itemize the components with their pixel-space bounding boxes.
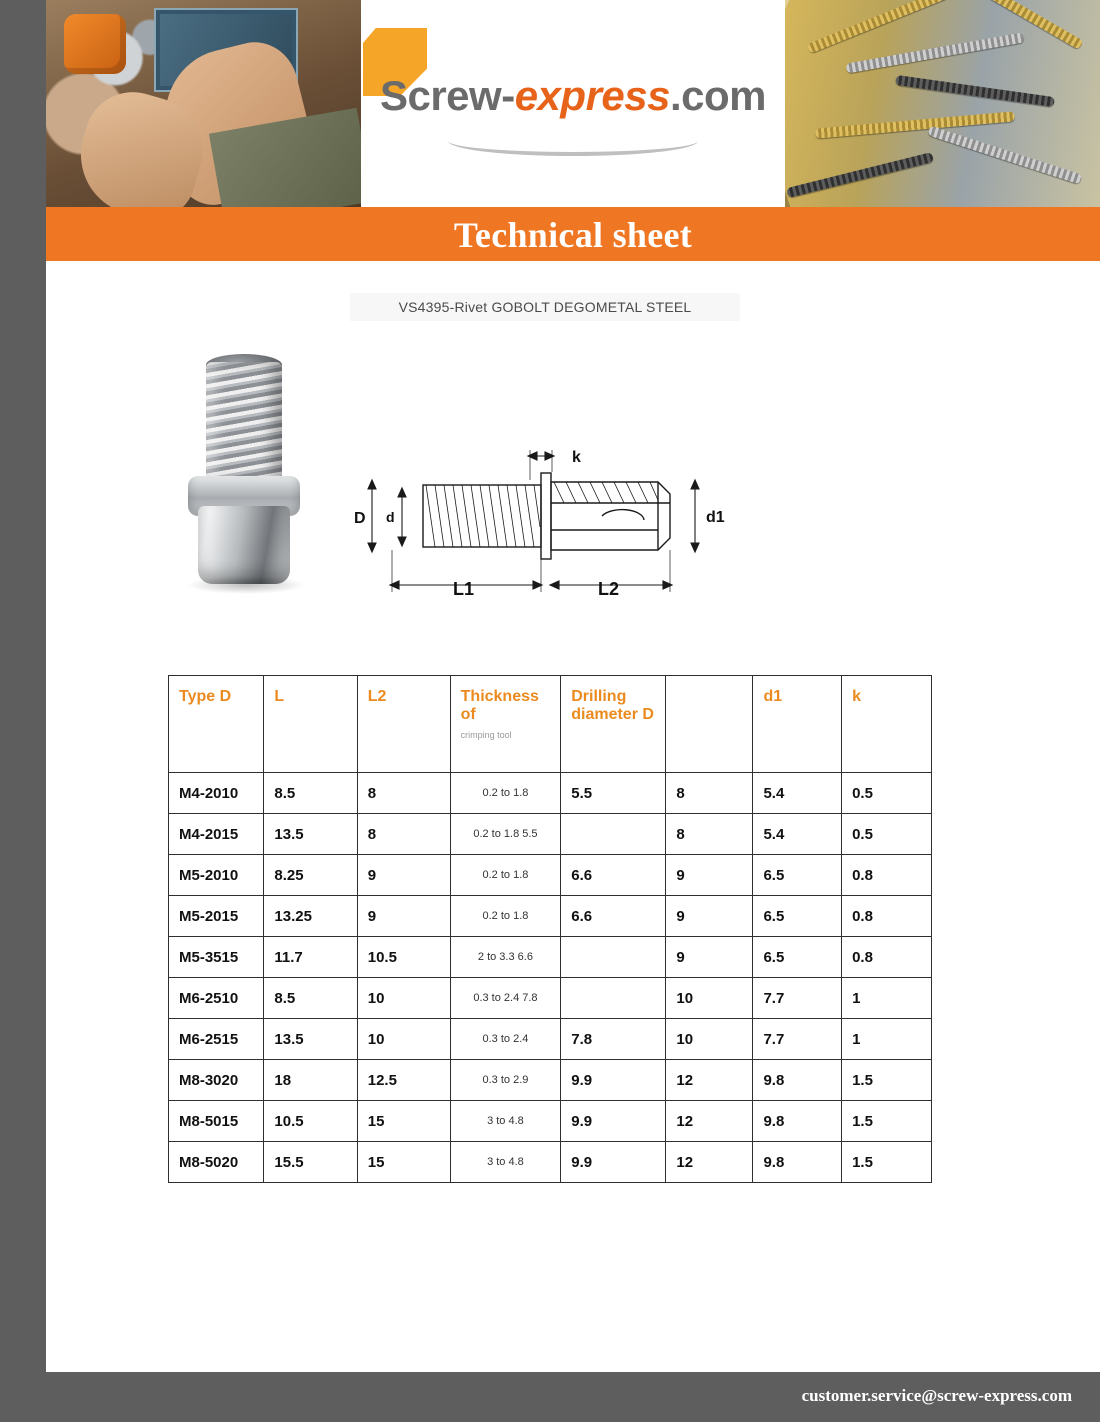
cell-drill: 9.9 (561, 1142, 666, 1183)
cell-k: 1 (842, 978, 932, 1019)
cell-thickness: 0.2 to 1.8 (450, 773, 561, 814)
cell-k: 0.8 (842, 896, 932, 937)
cell-l2: 10.5 (357, 937, 450, 978)
cell-d1: 7.7 (753, 978, 842, 1019)
cell-drill: 9.9 (561, 1060, 666, 1101)
cell-col6: 9 (666, 855, 753, 896)
table-row (169, 814, 932, 855)
cell-drill: 6.6 (561, 855, 666, 896)
table-body (169, 773, 932, 1183)
cell-type: M5-2015 (169, 896, 264, 937)
cell-d1: 5.4 (753, 814, 842, 855)
cell-type: M4-2010 (169, 773, 264, 814)
technical-drawing-svg (340, 440, 740, 630)
logo-main-text: Screw- (379, 72, 515, 119)
cell-type: M6-2510 (169, 978, 264, 1019)
cell-col6: 10 (666, 978, 753, 1019)
cell-l2: 8 (357, 773, 450, 814)
table-row (169, 855, 932, 896)
table-header-row (169, 676, 932, 773)
cell-k: 1.5 (842, 1101, 932, 1142)
table-row (169, 896, 932, 937)
cell-thickness: 0.2 to 1.8 (450, 896, 561, 937)
logo-swoosh (448, 126, 698, 156)
cell-k: 0.5 (842, 814, 932, 855)
cell-type: M6-2515 (169, 1019, 264, 1060)
cell-k: 0.5 (842, 773, 932, 814)
cell-col6: 10 (666, 1019, 753, 1060)
table-row (169, 978, 932, 1019)
header-photo-screws (785, 0, 1100, 207)
cell-type: M8-3020 (169, 1060, 264, 1101)
cell-l: 8.5 (264, 773, 357, 814)
header-l2: L2 (357, 676, 450, 773)
cell-k: 1.5 (842, 1060, 932, 1101)
header-k: k (842, 676, 932, 773)
cell-col6: 12 (666, 1101, 753, 1142)
cell-drill: 5.5 (561, 773, 666, 814)
cell-drill: 6.6 (561, 896, 666, 937)
cell-k: 1.5 (842, 1142, 932, 1183)
header-thickness-sub: crimping tool (460, 730, 512, 740)
drawing-label-k: k (572, 449, 581, 466)
drawing-label-L2: L2 (598, 579, 620, 599)
bolt-rivet-body (198, 506, 290, 584)
cell-drill (561, 978, 666, 1019)
cell-col6: 12 (666, 1142, 753, 1183)
cell-l: 13.5 (264, 814, 357, 855)
table-row (169, 1101, 932, 1142)
cell-d1: 6.5 (753, 896, 842, 937)
cell-l: 13.25 (264, 896, 357, 937)
cell-d1: 9.8 (753, 1142, 842, 1183)
table-row (169, 1060, 932, 1101)
cell-l: 8.25 (264, 855, 357, 896)
page-footer (0, 1372, 1100, 1422)
cell-type: M8-5020 (169, 1142, 264, 1183)
footer-contact-email[interactable]: customer.service@screw-express.com (801, 1386, 1072, 1405)
technical-drawing (340, 440, 740, 630)
header-type-d: Type D (169, 676, 264, 773)
cell-l: 18 (264, 1060, 357, 1101)
cell-l2: 10 (357, 978, 450, 1019)
cell-thickness: 0.3 to 2.4 7.8 (450, 978, 561, 1019)
product-photo (176, 348, 326, 598)
banner-title: Technical sheet (453, 215, 693, 255)
cell-type: M5-2010 (169, 855, 264, 896)
cell-drill (561, 937, 666, 978)
header-blank (666, 676, 753, 773)
product-title: VS4395-Rivet GOBOLT DEGOMETAL STEEL (350, 293, 740, 321)
cell-l2: 15 (357, 1101, 450, 1142)
drawing-label-d1: d1 (706, 509, 725, 526)
table-row (169, 1142, 932, 1183)
cell-l2: 12.5 (357, 1060, 450, 1101)
cell-l: 15.5 (264, 1142, 357, 1183)
cell-d1: 7.7 (753, 1019, 842, 1060)
cell-thickness: 0.2 to 1.8 5.5 (450, 814, 561, 855)
cell-col6: 8 (666, 773, 753, 814)
header-d1: d1 (753, 676, 842, 773)
technical-sheet-banner (46, 207, 1100, 261)
cell-l2: 9 (357, 855, 450, 896)
drawing-label-d: d (386, 509, 395, 525)
table-row (169, 1019, 932, 1060)
logo-suffix-text: .com (670, 72, 767, 119)
logo-accent-text: express (514, 72, 670, 119)
cell-col6: 12 (666, 1060, 753, 1101)
cell-d1: 6.5 (753, 855, 842, 896)
cell-thickness: 2 to 3.3 6.6 (450, 937, 561, 978)
photo-shadow (186, 576, 306, 594)
drawing-label-D: D (354, 510, 366, 527)
footer-spacer (46, 1342, 1100, 1372)
cell-thickness: 0.3 to 2.9 (450, 1060, 561, 1101)
specification-table (168, 675, 932, 1183)
cell-k: 1 (842, 1019, 932, 1060)
cell-thickness: 3 to 4.8 (450, 1142, 561, 1183)
header-l: L (264, 676, 357, 773)
cell-l2: 15 (357, 1142, 450, 1183)
cell-col6: 8 (666, 814, 753, 855)
cell-d1: 6.5 (753, 937, 842, 978)
cell-l: 10.5 (264, 1101, 357, 1142)
cell-k: 0.8 (842, 937, 932, 978)
table-row (169, 937, 932, 978)
cell-col6: 9 (666, 937, 753, 978)
header-drilling-diameter: Drilling diameter D (561, 676, 666, 773)
left-sidebar-band (0, 0, 46, 1422)
cell-type: M5-3515 (169, 937, 264, 978)
cell-d1: 5.4 (753, 773, 842, 814)
cell-l2: 8 (357, 814, 450, 855)
cell-l: 11.7 (264, 937, 357, 978)
cell-thickness: 3 to 4.8 (450, 1101, 561, 1142)
header-photo-workbench (46, 0, 361, 207)
cell-d1: 9.8 (753, 1101, 842, 1142)
site-logo (380, 72, 766, 120)
cell-drill: 7.8 (561, 1019, 666, 1060)
cell-type: M8-5015 (169, 1101, 264, 1142)
cell-thickness: 0.3 to 2.4 (450, 1019, 561, 1060)
cell-d1: 9.8 (753, 1060, 842, 1101)
tape-measure (64, 14, 126, 74)
cell-col6: 9 (666, 896, 753, 937)
drawing-label-L1: L1 (453, 579, 475, 599)
logo-area (361, 0, 785, 207)
table-row (169, 773, 932, 814)
page-header (46, 0, 1100, 207)
cell-k: 0.8 (842, 855, 932, 896)
cell-drill (561, 814, 666, 855)
bolt-threaded-shank (206, 362, 282, 482)
cell-type: M4-2015 (169, 814, 264, 855)
table-header (169, 676, 932, 773)
cell-l: 13.5 (264, 1019, 357, 1060)
cell-drill: 9.9 (561, 1101, 666, 1142)
cell-l2: 10 (357, 1019, 450, 1060)
cell-l: 8.5 (264, 978, 357, 1019)
header-thickness: Thickness of crimping tool (450, 676, 561, 773)
cell-l2: 9 (357, 896, 450, 937)
cell-thickness: 0.2 to 1.8 (450, 855, 561, 896)
